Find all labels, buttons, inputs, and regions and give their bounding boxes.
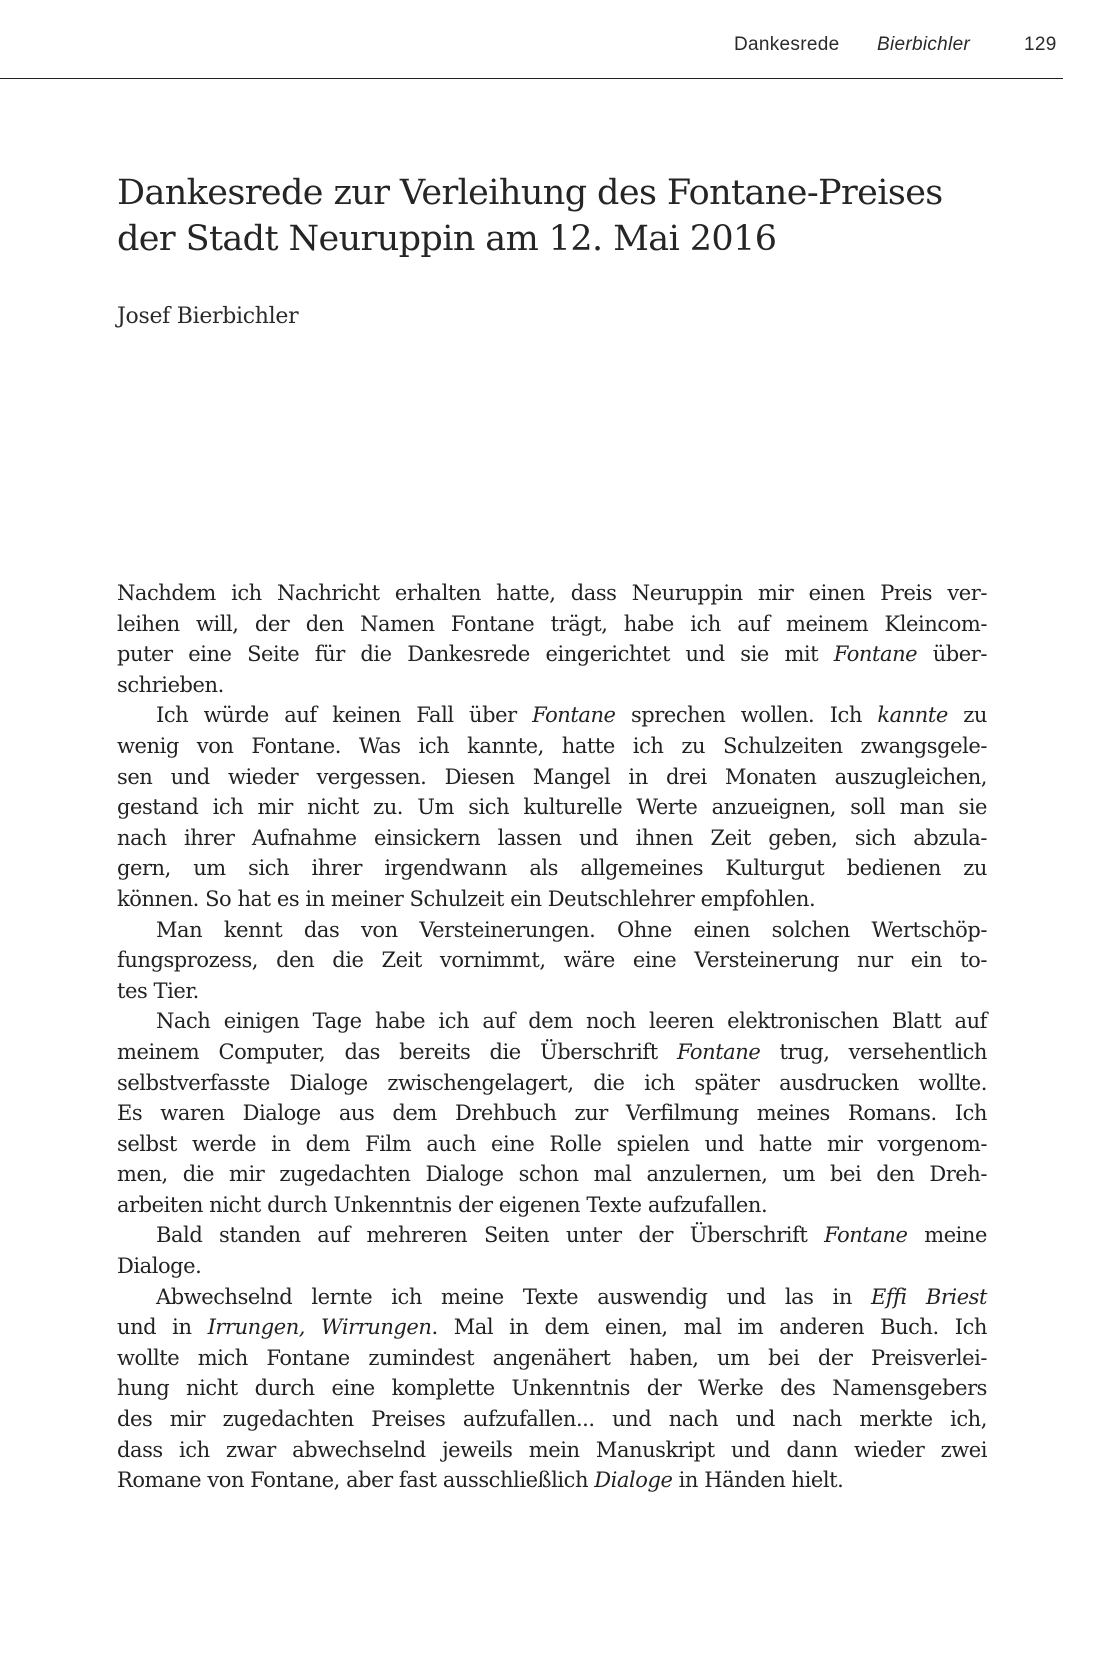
title-line-2: der Stadt Neuruppin am 12. Mai 2016 <box>117 219 777 259</box>
text-line: selbstverfasste Dialoge zwischengelagert, die ich später ausdrucken wollte. <box>117 1070 987 1095</box>
text-line: gestand ich mir nicht zu. Um sich kulturelle Werte anzueignen, soll man sie <box>117 795 987 820</box>
text-line: hung nicht durch eine komplette Unkenntnis der Werke des Namensgebers <box>117 1376 987 1401</box>
text-line: Nachdem ich Nachricht erhalten hatte, dass Neuruppin mir einen Preis ver- <box>117 581 987 605</box>
text-line: Es waren Dialoge aus dem Drehbuch zur Verfilmung meines Romans. Ich <box>117 1101 987 1126</box>
text-line: tes Tier. <box>117 978 199 1003</box>
text-line: Man kennt das von Versteinerungen. Ohne einen solchen Wertschöp- <box>156 917 987 942</box>
text-line: Bald standen auf mehreren Seiten unter der Überschrift Fontane meine <box>156 1223 987 1248</box>
text-line: gern, um sich ihrer irgendwann als allgemeines Kulturgut bedienen zu <box>117 856 987 881</box>
text-line: Romane von Fontane, aber fast ausschließlich Dialoge in Händen hielt. <box>117 1468 844 1493</box>
running-head <box>0 34 1102 64</box>
body-text <box>117 578 987 1496</box>
title-line-1: Dankesrede zur Verleihung des Fontane-Preises <box>117 173 943 213</box>
text-line: können. So hat es in meiner Schulzeit ein Deutschlehrer empfohlen. <box>117 886 816 911</box>
text-line: sen und wieder vergessen. Diesen Mangel in drei Monaten auszugleichen, <box>117 764 987 789</box>
text-line: Abwechselnd lernte ich meine Texte auswendig und las in Effi Briest <box>156 1284 987 1309</box>
running-head-section: Dankesrede <box>734 34 840 55</box>
text-line: nach ihrer Aufnahme einsickern lassen und ihnen Zeit geben, sich abzula- <box>117 825 987 850</box>
page-title <box>117 170 1017 262</box>
page-number: 129 <box>1024 34 1057 55</box>
text-line: leihen will, der den Namen Fontane trägt, habe ich auf meinem Kleincom- <box>117 611 987 636</box>
text-line: und in Irrungen, Wirrungen. Mal in dem einen, mal im anderen Buch. Ich <box>117 1315 988 1340</box>
text-line: Ich würde auf keinen Fall über Fontane sprechen wollen. Ich kannte zu <box>156 703 987 728</box>
text-line: arbeiten nicht durch Unkenntnis der eigenen Texte aufzufallen. <box>117 1192 768 1217</box>
running-head-author: Bierbichler <box>877 34 971 55</box>
text-line: fungsprozess, den die Zeit vornimmt, wäre eine Versteinerung nur ein to- <box>117 948 987 973</box>
text-line: Dialoge. <box>117 1254 202 1279</box>
text-line: dass ich zwar abwechselnd jeweils mein Manuskript und dann wieder zwei <box>117 1437 987 1462</box>
author-name: Josef Bierbichler <box>117 304 299 329</box>
text-line: meinem Computer, das bereits die Überschrift Fontane trug, versehentlich <box>117 1039 987 1064</box>
text-line: schrieben. <box>117 672 224 697</box>
text-line: selbst werde in dem Film auch eine Rolle spielen und hatte mir vorgenom- <box>117 1131 987 1156</box>
text-line: des mir zugedachten Preises aufzufallen... und nach und nach merkte ich, <box>117 1407 987 1432</box>
text-line: wenig von Fontane. Was ich kannte, hatte ich zu Schulzeiten zwangsgele- <box>117 733 987 758</box>
text-line: men, die mir zugedachten Dialoge schon mal anzulernen, um bei den Dreh- <box>117 1162 987 1187</box>
text-line: puter eine Seite für die Dankesrede eingerichtet und sie mit Fontane über- <box>117 642 987 667</box>
header-rule <box>0 78 1063 79</box>
text-line: Nach einigen Tage habe ich auf dem noch leeren elektronischen Blatt auf <box>156 1009 987 1034</box>
text-line: wollte mich Fontane zumindest angenähert haben, um bei der Preisverlei- <box>117 1345 987 1370</box>
